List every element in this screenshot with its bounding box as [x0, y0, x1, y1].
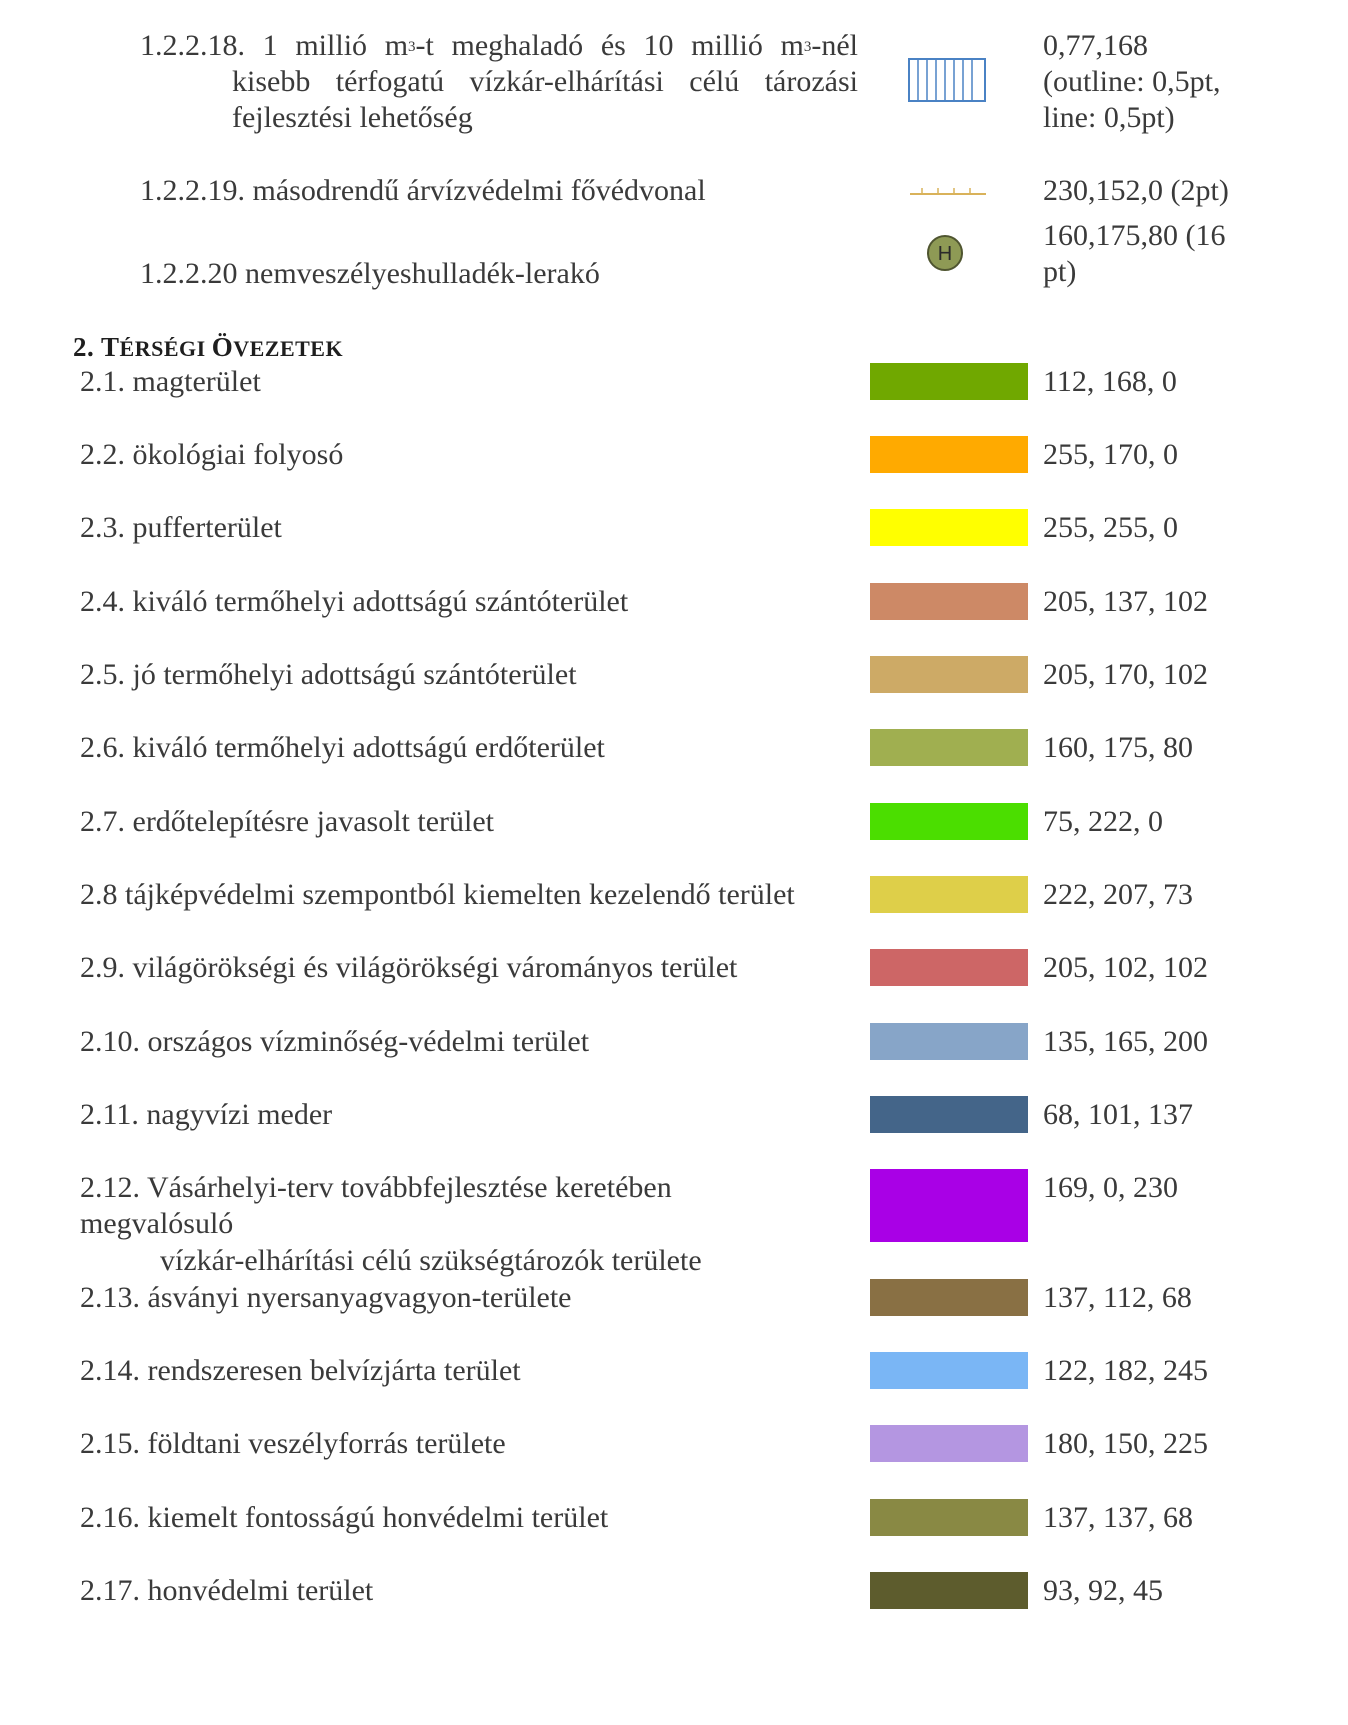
zone-label: 2.9. világörökségi és világörökségi várományos terület: [80, 951, 738, 984]
zone-label: 2.14. rendszeresen belvízjárta terület: [80, 1354, 521, 1387]
zone-label: 2.5. jó termőhelyi adottságú szántóterület: [80, 658, 577, 691]
zone-swatch: [870, 949, 1028, 986]
zone-label: 2.12. Vásárhelyi-terv továbbfejlesztése keretében: [80, 1171, 672, 1204]
zone-swatch: [870, 436, 1028, 473]
zone-label: 2.6. kiváló termőhelyi adottságú erdőterület: [80, 731, 605, 764]
zone-swatch: [870, 1096, 1028, 1133]
item-18-value-line-3: line: 0,5pt): [1043, 101, 1175, 134]
zone-value: 169, 0, 230: [1043, 1171, 1178, 1204]
zone-label: 2.15. földtani veszélyforrás területe: [80, 1427, 506, 1460]
zone-label: 2.3. pufferterület: [80, 511, 282, 544]
zone-label: 2.7. erdőtelepítésre javasolt terület: [80, 805, 495, 838]
zone-swatch: [870, 1023, 1028, 1060]
zone-value: 93, 92, 45: [1043, 1574, 1163, 1607]
zone-swatch: [870, 1169, 1028, 1242]
item-20-value-line-2: pt): [1043, 255, 1077, 288]
item-18-value-line-2: (outline: 0,5pt,: [1043, 65, 1221, 98]
item-18-label-line-1: 1.2.2.18. 1 millió $m^3-t$ meghaladó és 10 millió $m^3$-nél: [140, 29, 858, 62]
item-18-value-line-1: 0,77,168: [1043, 29, 1148, 62]
zone-swatch: [870, 656, 1028, 693]
zone-swatch: [870, 1425, 1028, 1462]
zone-value: 122, 182, 245: [1043, 1354, 1208, 1387]
zone-value: 137, 112, 68: [1043, 1281, 1192, 1314]
zone-value: 75, 222, 0: [1043, 805, 1163, 838]
zone-label-line-3: vízkár-elhárítási célú szükségtározók területe: [160, 1244, 702, 1277]
zone-label: 2.8 tájképvédelmi szempontból kiemelten kezelendő terület: [80, 878, 795, 911]
zone-swatch: [870, 509, 1028, 546]
zone-label: 2.4. kiváló termőhelyi adottságú szántóterület: [80, 585, 629, 618]
landfill-h-letter: H: [937, 243, 953, 265]
zone-value: 112, 168, 0: [1043, 365, 1177, 398]
section-heading: 2. TÉRSÉGI ÖVEZETEK: [73, 332, 344, 362]
zone-label: 2.17. honvédelmi terület: [80, 1574, 374, 1607]
zone-value: 137, 137, 68: [1043, 1501, 1193, 1534]
zone-swatch: [870, 1572, 1028, 1609]
dam-line-icon: [908, 186, 988, 198]
zone-label: 2.10. országos vízminőség-védelmi terület: [80, 1025, 590, 1058]
hatched-reservoir-icon: [908, 58, 988, 104]
zone-value: 160, 175, 80: [1043, 731, 1193, 764]
zone-value: 205, 102, 102: [1043, 951, 1208, 984]
zone-label: 2.1. magterület: [80, 365, 261, 398]
landfill-h-icon: [925, 233, 965, 273]
zone-swatch: [870, 583, 1028, 620]
zone-value: 222, 207, 73: [1043, 878, 1193, 911]
zone-value: 205, 137, 102: [1043, 585, 1208, 618]
zone-swatch: [870, 1352, 1028, 1389]
zone-label: 2.11. nagyvízi meder: [80, 1098, 333, 1131]
zone-value: 135, 165, 200: [1043, 1025, 1208, 1058]
item-20-label: 1.2.2.20 nemveszélyeshulladék-lerakó: [140, 257, 600, 290]
zone-value: 180, 150, 225: [1043, 1427, 1208, 1460]
zone-label: 2.2. ökológiai folyosó: [80, 438, 344, 471]
item-18-label-line-3: fejlesztési lehetőség: [232, 101, 473, 134]
zone-label: 2.13. ásványi nyersanyagvagyon-területe: [80, 1281, 572, 1314]
item-18-label-line-2: kisebb térfogatú vízkár-elhárítási célú tározási: [232, 65, 858, 98]
zone-swatch: [870, 876, 1028, 913]
zone-value: 205, 170, 102: [1043, 658, 1208, 691]
item-19-label: 1.2.2.19. másodrendű árvízvédelmi fővédvonal: [140, 174, 706, 207]
item-20-value-line-1: 160,175,80 (16: [1043, 219, 1226, 252]
zone-swatch: [870, 1279, 1028, 1316]
zone-value: 68, 101, 137: [1043, 1098, 1193, 1131]
zone-swatch: [870, 363, 1028, 400]
zone-label: 2.16. kiemelt fontosságú honvédelmi terület: [80, 1501, 609, 1534]
item-19-value: 230,152,0 (2pt): [1043, 174, 1229, 207]
zone-swatch: [870, 729, 1028, 766]
zone-swatch: [870, 1499, 1028, 1536]
zone-value: 255, 255, 0: [1043, 511, 1178, 544]
zone-value: 255, 170, 0: [1043, 438, 1178, 471]
zone-label-line-2: megvalósuló: [80, 1207, 234, 1240]
zone-swatch: [870, 803, 1028, 840]
